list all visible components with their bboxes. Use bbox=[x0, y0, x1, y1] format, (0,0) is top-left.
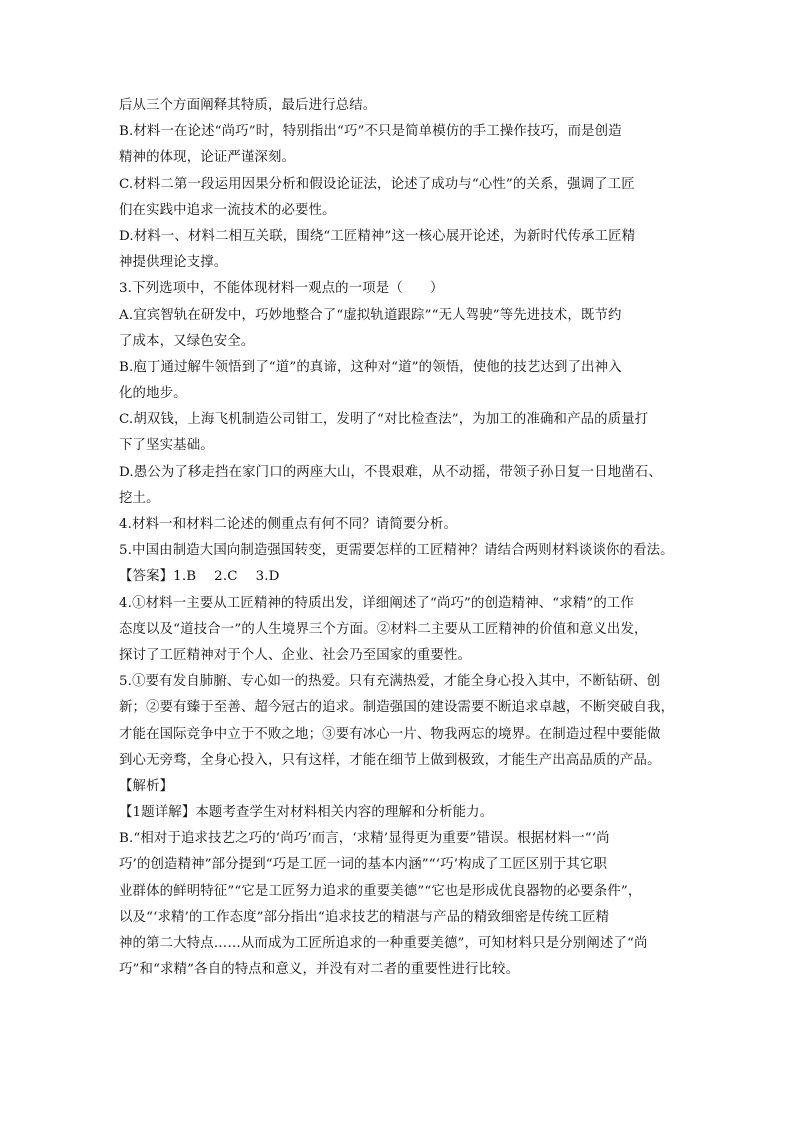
answer-5-line: 到心无旁骛，全身心投入，只有这样，才能在细节上做到极致，才能生产出高品质的产品。 bbox=[119, 752, 661, 768]
analysis-line: 业群体的鲜明特征”“它是工匠努力追求的重要美德”“它也是形成优良器物的必要条件”， bbox=[119, 883, 642, 899]
question-5: 5.中国由制造大国向制造强国转变，更需要怎样的工匠精神？请结合两则材料谈谈你的看法。 bbox=[119, 543, 674, 559]
analysis-line: 巧”和“求精”各自的特点和意义，并没有对二者的重要性进行比较。 bbox=[119, 962, 520, 978]
analysis-heading: 【解析】 bbox=[119, 778, 174, 794]
question-4: 4.材料一和材料二论述的侧重点有何不同？请简要分析。 bbox=[119, 517, 458, 532]
answer-5-line: 5.①要有发自肺腑、专心如一的热爱。只有充满热爱，才能全身心投入其中，不断钻研、创 bbox=[119, 674, 661, 690]
answer-4-line: 4.①材料一主要从工匠精神的特质出发，详细阐述了“尚巧”的创造精神、“求精”的工作 bbox=[119, 595, 634, 611]
option-b-line: B.材料一在论述“尚巧”时，特别指出“巧”不只是简单模仿的手工操作技巧，而是创造 bbox=[119, 124, 622, 140]
document-page bbox=[119, 93, 685, 983]
answer-4-line: 态度以及“道技合一”的人生境界三个方面。②材料二主要从工匠精神的价值和意义出发， bbox=[119, 621, 648, 637]
option-d-line: D.愚公为了移走挡在家门口的两座大山，不畏艰难，从不动摇，带领子孙日复一日地凿石、 bbox=[119, 464, 662, 480]
analysis-line: 神的第二大特点……从而成为工匠所追求的一种重要美德”，可知材料只是分别阐述了“尚 bbox=[119, 936, 648, 951]
text-line: 化的地步。 bbox=[119, 386, 187, 402]
text-line: 神提供理论支撑。 bbox=[119, 255, 228, 271]
text-line: 们在实践中追求一流技术的必要性。 bbox=[119, 202, 336, 218]
answer-5-line: 新；②要有臻于至善、超今冠古的追求。制造强国的建设需要不断追求卓越，不断突破自我， bbox=[119, 700, 675, 716]
answer-4-line: 探讨了工匠精神对于个人、企业、社会乃至国家的重要性。 bbox=[119, 647, 472, 663]
option-c-line: C.胡双钱，上海飞机制造公司钳工，发明了“对比检查法”，为加工的准确和产品的质量打 bbox=[119, 412, 649, 428]
analysis-q1-heading: 【1题详解】本题考查学生对材料相关内容的理解和分析能力。 bbox=[119, 805, 494, 821]
analysis-line: B.“相对于追求技艺之巧的‘尚巧’而言，‘求精’显得更为重要”错误。根据材料一“‘尚 bbox=[119, 831, 610, 847]
answer-key: 【答案】1.B 2.C 3.D bbox=[119, 569, 280, 585]
option-b-line: B.庖丁通过解牛领悟到了“道”的真谛，这种对“道”的领悟，使他的技艺达到了出神入 bbox=[119, 359, 622, 375]
option-a-line: A.宜宾智轨在研发中，巧妙地整合了“虚拟轨道跟踪”“无人驾驶”等先进技术，既节约 bbox=[119, 307, 622, 323]
option-d-line: D.材料一、材料二相互关联，围绕“工匠精神”这一核心展开论述，为新时代传承工匠精 bbox=[119, 228, 636, 244]
text-line: 后从三个方面阐释其特质，最后进行总结。 bbox=[119, 98, 377, 113]
analysis-line: 以及“‘求精’的工作态度”部分指出“追求技艺的精湛与产品的精致细密是传统工匠精 bbox=[119, 909, 610, 925]
text-line: 了成本，又绿色安全。 bbox=[119, 333, 255, 349]
text-line: 精神的体现，论证严谨深刻。 bbox=[119, 150, 296, 166]
text-line: 下了坚实基础。 bbox=[119, 438, 214, 454]
answer-5-line: 才能在国际竞争中立于不败之地；③要有冰心一片、物我两忘的境界。在制造过程中要能做 bbox=[119, 726, 661, 742]
analysis-line: 巧’的创造精神”部分提到“巧是工匠一词的基本内涵”“‘巧’构成了工匠区别于其它职 bbox=[119, 857, 608, 873]
option-c-line: C.材料二第一段运用因果分析和假设论证法，论述了成功与“心性”的关系，强调了工匠 bbox=[119, 176, 635, 192]
question-3: 3.下列选项中，不能体现材料一观点的一项是（ ） bbox=[119, 281, 444, 297]
text-line: 挖土。 bbox=[119, 490, 160, 506]
